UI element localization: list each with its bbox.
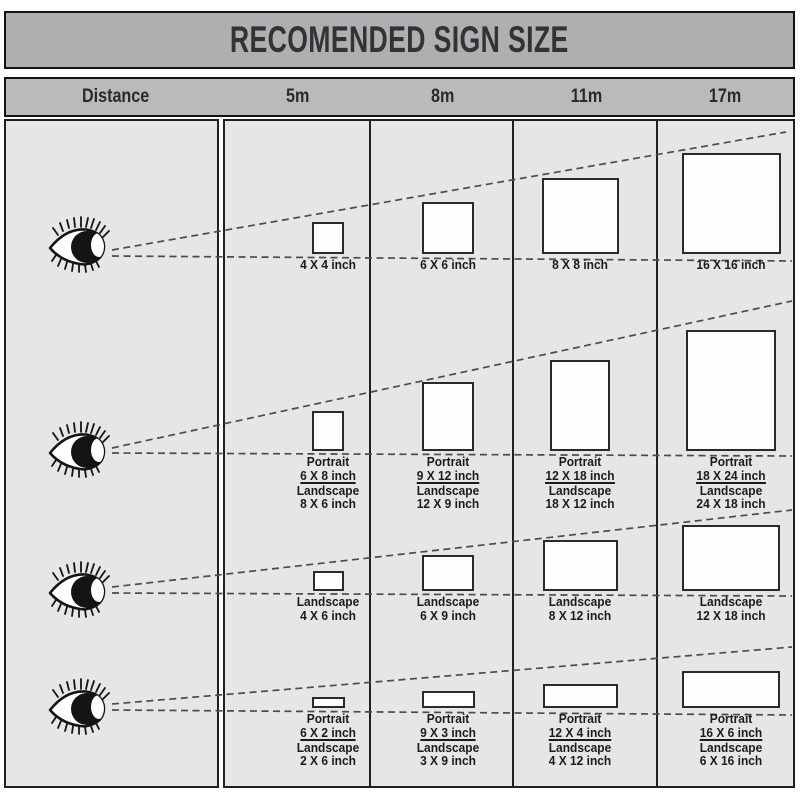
- sign-label-banner-5m: Portrait 6 X 2 inch Landscape 2 X 6 inch: [296, 711, 360, 768]
- sign-label-square-5m: 4 X 4 inch: [300, 257, 356, 272]
- sign-rect-landscape-17m: [682, 525, 780, 591]
- sign-rect-landscape-5m: [313, 571, 344, 591]
- sign-rect-square-5m: [312, 222, 344, 254]
- sign-rect-landscape-8m: [422, 555, 474, 591]
- sign-rect-square-11m: [542, 178, 619, 254]
- header-cell-8m: [371, 79, 514, 115]
- sign-rect-square-8m: [422, 202, 474, 254]
- header-cell-11m: [514, 79, 658, 115]
- sign-label-portrait-8m: Portrait 9 X 12 inch Landscape 12 X 9 inch: [416, 454, 480, 511]
- sign-rect-banner-11m: [543, 684, 618, 708]
- distance-label: Distance: [81, 86, 150, 107]
- column-divider: [656, 121, 658, 786]
- sign-rect-banner-8m: [422, 691, 475, 708]
- content-area: [4, 119, 796, 788]
- sign-label-banner-8m: Portrait 9 X 3 inch Landscape 3 X 9 inch: [416, 711, 480, 768]
- column-label-8m: 8m: [430, 86, 455, 107]
- sign-label-square-8m: 6 X 6 inch: [420, 257, 476, 272]
- sign-rect-square-17m: [682, 153, 781, 254]
- sign-label-portrait-11m: Portrait 12 X 18 inch Landscape 18 X 12 inch: [545, 454, 615, 511]
- sign-rect-portrait-5m: [312, 411, 344, 451]
- header-cell-17m: [658, 79, 793, 115]
- page-title: RECOMENDED SIGN SIZE: [230, 19, 569, 60]
- column-divider: [369, 121, 371, 786]
- sign-label-landscape-5m: Landscape 4 X 6 inch: [296, 594, 360, 623]
- distance-header-row: [4, 77, 795, 117]
- sign-label-square-11m: 8 X 8 inch: [552, 257, 608, 272]
- column-label-5m: 5m: [286, 86, 310, 107]
- sign-label-landscape-8m: Landscape 6 X 9 inch: [416, 594, 480, 623]
- sign-label-portrait-17m: Portrait 18 X 24 inch Landscape 24 X 18 inch: [696, 454, 766, 511]
- title-bar: [4, 11, 795, 69]
- column-label-17m: 17m: [709, 86, 742, 107]
- sign-label-portrait-5m: Portrait 6 X 8 inch Landscape 8 X 6 inch: [296, 454, 360, 511]
- sign-label-square-17m: 16 X 16 inch: [696, 257, 766, 272]
- sign-rect-portrait-11m: [550, 360, 610, 451]
- header-cell-distance: [6, 79, 225, 115]
- sign-rect-banner-5m: [312, 697, 345, 708]
- sign-label-banner-17m: Portrait 16 X 6 inch Landscape 6 X 16 inch: [699, 711, 763, 768]
- sign-label-landscape-17m: Landscape 12 X 18 inch: [696, 594, 766, 623]
- sign-label-landscape-11m: Landscape 8 X 12 inch: [548, 594, 612, 623]
- sign-rect-portrait-17m: [686, 330, 776, 451]
- sign-label-banner-11m: Portrait 12 X 4 inch Landscape 4 X 12 inch: [548, 711, 612, 768]
- sign-rect-banner-17m: [682, 671, 780, 708]
- sign-rect-landscape-11m: [543, 540, 618, 591]
- header-cell-5m: [225, 79, 371, 115]
- column-divider: [512, 121, 514, 786]
- distance-panel: [4, 119, 219, 788]
- column-label-11m: 11m: [570, 86, 602, 107]
- sign-rect-portrait-8m: [422, 382, 474, 451]
